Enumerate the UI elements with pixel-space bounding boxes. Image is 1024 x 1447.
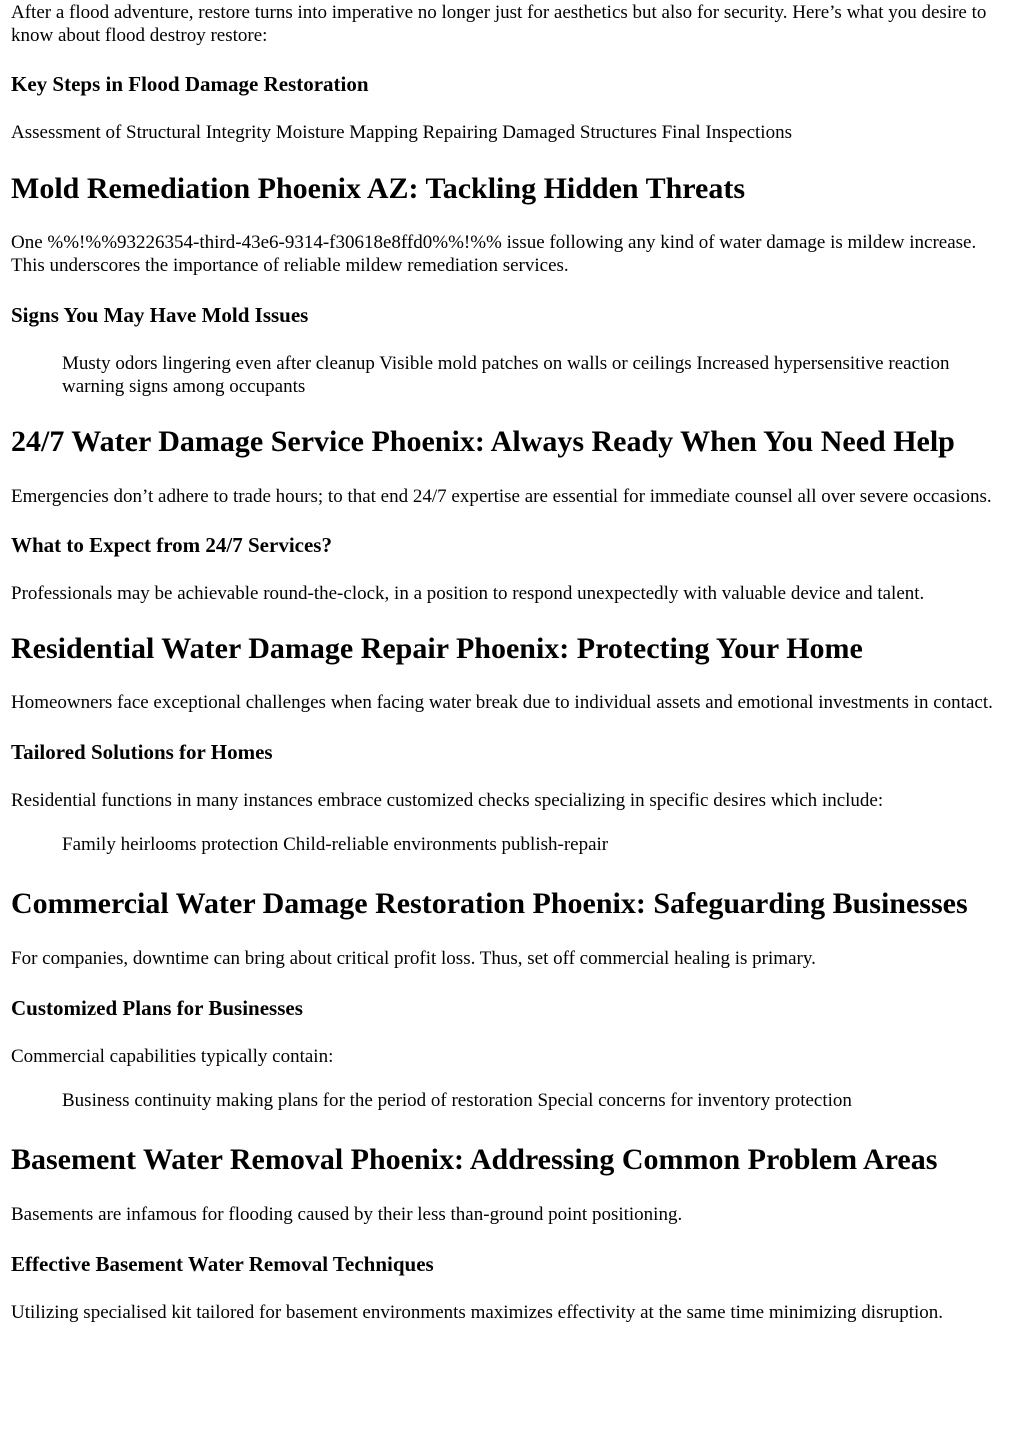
heading-residential-repair: Residential Water Damage Repair Phoenix: Protecting Your Home xyxy=(11,632,863,665)
mold-signs-list: Musty odors lingering even after cleanup Visible mold patches on walls or ceilings Increased hypersensitive reaction warning signs among occupants xyxy=(62,353,950,397)
heading-key-steps: Key Steps in Flood Damage Restoration xyxy=(11,72,369,96)
heading-basement-techniques: Effective Basement Water Removal Techniques xyxy=(11,1252,434,1276)
heading-mold-signs: Signs You May Have Mold Issues xyxy=(11,303,309,327)
key-steps-list: Assessment of Structural Integrity Moisture Mapping Repairing Damaged Structures Final Inspections xyxy=(11,122,792,143)
service-paragraph: Emergencies don’t adhere to trade hours; to that end 24/7 expertise are essential for immediate counsel all over severe occasions. xyxy=(11,486,992,507)
heading-24-7-service: 24/7 Water Damage Service Phoenix: Always Ready When You Need Help xyxy=(11,425,955,458)
customized-paragraph: Commercial capabilities typically contain: xyxy=(11,1046,334,1067)
mold-paragraph: One %%!%%93226354-third-43e6-9314-f30618e8ffd0%%!%% issue following any kind of water damage is mildew increase. This underscores the importance of reliable mildew remediation services. xyxy=(11,232,977,276)
basement-paragraph: Basements are infamous for flooding caused by their less than-ground point positioning. xyxy=(11,1204,683,1225)
tailored-list: Family heirlooms protection Child-reliable environments publish-repair xyxy=(62,834,609,855)
heading-mold-remediation: Mold Remediation Phoenix AZ: Tackling Hidden Threats xyxy=(11,172,746,205)
customized-list: Business continuity making plans for the period of restoration Special concerns for inventory protection xyxy=(62,1090,852,1111)
heading-what-to-expect: What to Expect from 24/7 Services? xyxy=(11,533,332,557)
document-page xyxy=(0,1,1024,1324)
heading-basement-removal: Basement Water Removal Phoenix: Addressing Common Problem Areas xyxy=(11,1143,938,1176)
commercial-paragraph: For companies, downtime can bring about critical profit loss. Thus, set off commercial healing is primary. xyxy=(11,948,816,969)
residential-paragraph: Homeowners face exceptional challenges when facing water break due to individual assets and emotional investments in contact. xyxy=(11,692,993,713)
heading-commercial-restoration: Commercial Water Damage Restoration Phoenix: Safeguarding Businesses xyxy=(11,887,968,920)
intro-paragraph: After a flood adventure, restore turns into imperative no longer just for aesthetics but also for security. Here’s what you desire to know about flood destroy restore: xyxy=(11,2,987,46)
heading-tailored-solutions: Tailored Solutions for Homes xyxy=(11,740,273,764)
expect-paragraph: Professionals may be achievable round-the-clock, in a position to respond unexpectedly with valuable device and talent. xyxy=(11,583,925,604)
tailored-paragraph: Residential functions in many instances embrace customized checks specializing in specific desires which include: xyxy=(11,790,884,811)
heading-customized-plans: Customized Plans for Businesses xyxy=(11,996,303,1020)
basement-techniques-paragraph: Utilizing specialised kit tailored for basement environments maximizes effectivity at the same time minimizing disruption. xyxy=(11,1302,944,1323)
